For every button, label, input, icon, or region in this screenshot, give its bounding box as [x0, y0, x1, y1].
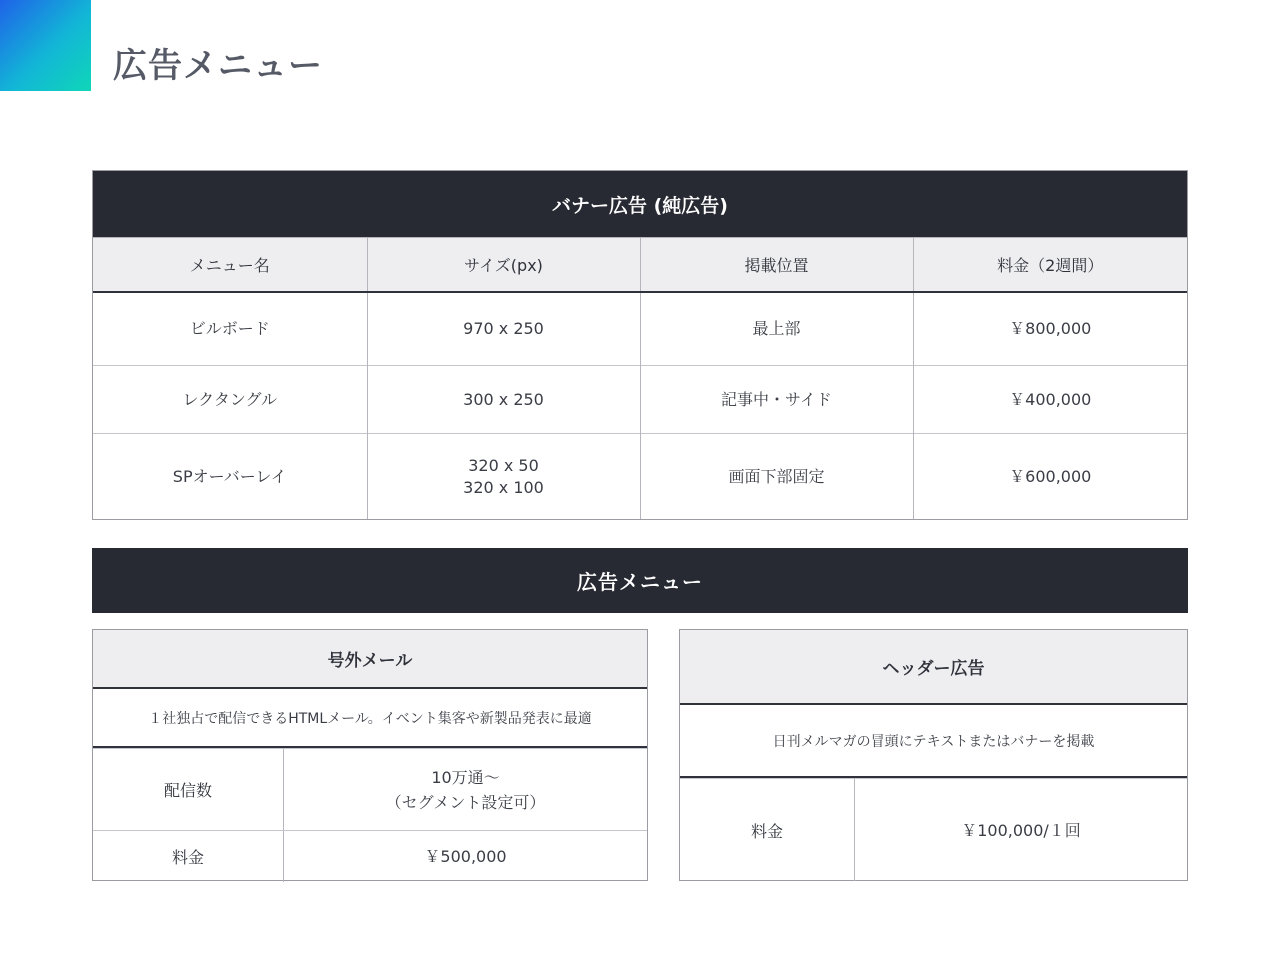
header-ad-fee-label: 料金 [680, 779, 855, 881]
row-position: 記事中・サイド [640, 366, 913, 434]
row-size [367, 366, 640, 434]
extra-mail-fee-row [93, 830, 647, 882]
size-value: 320 x 50 [468, 455, 539, 475]
row-menu-name: レクタングル [93, 366, 367, 434]
brand-accent-square [0, 0, 91, 91]
table-row [93, 292, 1187, 366]
header-ad-card [679, 629, 1188, 881]
row-menu-name: SPオーバーレイ [93, 434, 367, 520]
size-value: 320 x 100 [463, 477, 544, 497]
banner-table-title: バナー広告 (純広告) [93, 171, 1187, 237]
header-ad-fee-row [680, 778, 1187, 881]
row-price: ￥600,000 [913, 434, 1187, 520]
delivery-count-row [93, 748, 647, 830]
extra-mail-fee-value: ￥500,000 [424, 847, 507, 866]
header-ad-description: 日刊メルマガの冒頭にテキストまたはバナーを掲載 [680, 705, 1187, 778]
header-ad-title: ヘッダー広告 [680, 630, 1187, 705]
extra-mail-description: １社独占で配信できるHTMLメール。イベント集客や新製品発表に最適 [93, 689, 647, 748]
row-size [367, 292, 640, 366]
ad-menu-section-title: 広告メニュー [92, 548, 1188, 613]
column-header-menu-name: メニュー名 [93, 238, 367, 293]
table-row [93, 434, 1187, 520]
banner-ad-table [93, 237, 1187, 519]
row-menu-name: ビルボード [93, 292, 367, 366]
row-size [367, 434, 640, 520]
extra-mail-title: 号外メール [93, 630, 647, 689]
header-ad-fee-value: ￥100,000/１回 [961, 820, 1081, 840]
size-value: 970 x 250 [463, 319, 544, 338]
delivery-count-label: 配信数 [93, 749, 284, 830]
extra-mail-fee-label: 料金 [93, 831, 284, 882]
column-header-price: 料金（2週間） [913, 238, 1187, 293]
delivery-count-value [284, 749, 647, 830]
delivery-count-line2: （セグメント設定可） [385, 792, 546, 812]
row-price: ￥800,000 [913, 292, 1187, 366]
page-title: 広告メニュー [113, 46, 323, 86]
size-value: 300 x 250 [463, 389, 544, 409]
row-position: 最上部 [640, 292, 913, 366]
row-position: 画面下部固定 [640, 434, 913, 520]
column-header-size: サイズ(px) [367, 238, 640, 293]
table-row [93, 366, 1187, 434]
column-header-position: 掲載位置 [640, 238, 913, 293]
banner-ad-table-section [92, 170, 1188, 520]
delivery-count-line1: 10万通〜 [431, 767, 500, 787]
extra-mail-card [92, 629, 648, 881]
row-price: ￥400,000 [913, 366, 1187, 434]
